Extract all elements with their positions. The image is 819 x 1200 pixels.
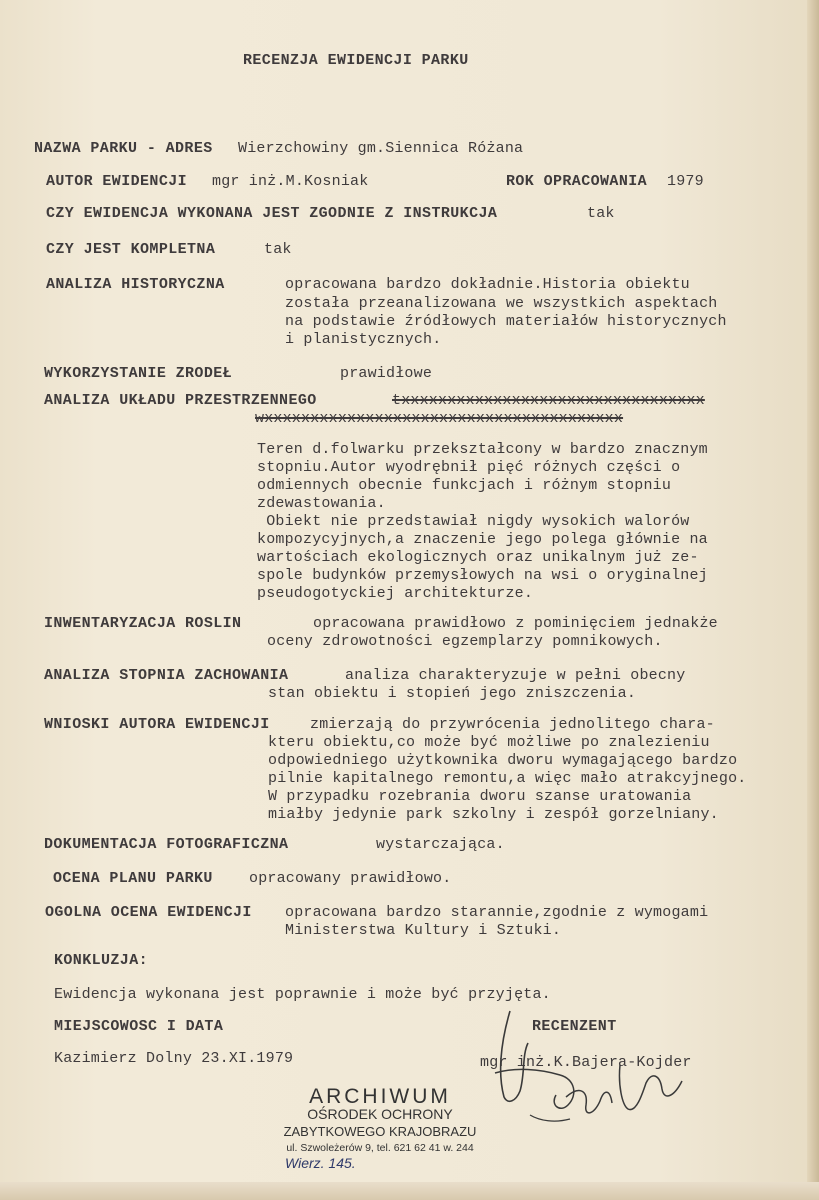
sources-value: prawidłowe [340,365,433,382]
instruction-value: tak [587,205,615,222]
reviewer-name: mgr inż.K.Bajera-Kojder [480,1054,692,1071]
place-date-label: MIEJSCOWOSC I DATA [54,1018,224,1035]
spatial-line: odmiennych obecnie funkcjach i różnym stopniu [257,477,672,494]
handwritten-note: Wierz. 145. [285,1155,356,1171]
photo-value: wystarczająca. [376,836,505,853]
plan-label: OCENA PLANU PARKU [53,870,213,887]
instruction-label: CZY EWIDENCJA WYKONANA JEST ZGODNIE Z INSTRUKCJA [46,205,498,222]
spatial-line: kompozycyjnych,a znaczenie jego polega głównie na [257,531,708,548]
author-label: AUTOR EWIDENCJI [46,173,188,190]
history-line: opracowana bardzo dokładnie.Historia obiektu [285,276,690,293]
spatial-line: Teren d.folwarku przekształcony w bardzo znacznym [257,441,708,458]
overall-line: Ministerstwa Kultury i Sztuki. [285,922,562,939]
conclusions-line: zmierzają do przywrócenia jednolitego chara- [310,716,715,733]
place-date-value: Kazimierz Dolny 23.XI.1979 [54,1050,294,1067]
sources-label: WYKORZYSTANIE ZRODEŁ [44,365,233,382]
plants-line: opracowana prawidłowo z pominięciem jednakże [313,615,718,632]
conclusions-line: odpowiedniego użytkownika dworu wymagającego bardzo [268,752,738,769]
plants-line: oceny zdrowotności egzemplarzy pomnikowych. [267,633,663,650]
preservation-line: stan obiektu i stopień jego zniszczenia. [268,685,637,702]
park-label: NAZWA PARKU - ADRES [34,140,213,157]
spatial-label: ANALIZA UKŁADU PRZESTRZENNEGO [44,392,317,409]
conclusion-heading: KONKLUZJA: [54,952,149,969]
document-title: RECENZJA EWIDENCJI PARKU [243,52,469,69]
stamp-title: ARCHIWUM [309,1085,451,1108]
overall-line: opracowana bardzo starannie,zgodnie z wymogami [285,904,709,921]
preservation-line: analiza charakteryzuje w pełni obecny [345,667,686,684]
spatial-line: stopniu.Autor wyodrębnił pięć różnych części o [257,459,681,476]
spatial-line: Obiekt nie przedstawiał nigdy wysokich walorów [257,513,690,530]
spatial-line: spole budynków przemysłowych na wsi o oryginalnej [257,567,708,584]
conclusions-line: pilnie kapitalnego remontu,a więc mało atrakcyjnego. [268,770,747,787]
page-edge [807,0,819,1200]
conclusions-label: WNIOSKI AUTORA EWIDENCJI [44,716,270,733]
history-line: została przeanalizowana we wszystkich aspektach [285,295,718,312]
struck-text: wxxxxxxxxxxxxxxxxxxxxxxxxxxxxxxxxxxxxxxx [255,410,624,427]
conclusions-line: miałby jedynie park szkolny i zespół gorzelniany. [268,806,719,823]
spatial-line: pseudogotyckiej architekturze. [257,585,534,602]
history-line: na podstawie źródłowych materiałów historycznych [285,313,727,330]
preservation-label: ANALIZA STOPNIA ZACHOWANIA [44,667,289,684]
history-line: i planistycznych. [285,331,442,348]
reviewer-label: RECENZENT [532,1018,617,1035]
year-value: 1979 [667,173,704,190]
struck-text: txxxxxxxxxxxxxxxxxxxxxxxxxxxxxxxxx [392,392,705,409]
spatial-line: wartościach ekologicznych oraz unikalnym już ze- [257,549,699,566]
conclusions-line: W przypadku rozebrania dworu szanse uratowania [268,788,692,805]
photo-label: DOKUMENTACJA FOTOGRAFICZNA [44,836,289,853]
stamp-line: OŚRODEK OCHRONY [307,1106,453,1122]
reviewer-signature [470,1005,700,1130]
page-bottom-edge [0,1182,819,1200]
plan-value: opracowany prawidłowo. [249,870,452,887]
spatial-line: zdewastowania. [257,495,386,512]
overall-label: OGOLNA OCENA EWIDENCJI [45,904,252,921]
stamp-address: ul. Szwoleżerów 9, tel. 621 62 41 w. 244 [286,1142,474,1154]
conclusion-text: Ewidencja wykonana jest poprawnie i może być przyjęta. [54,986,551,1003]
conclusions-line: kteru obiektu,co może być możliwe po znalezieniu [268,734,710,751]
author-value: mgr inż.M.Kosniak [212,173,369,190]
complete-value: tak [264,241,292,258]
stamp-line: ZABYTKOWEGO KRAJOBRAZU [283,1124,477,1139]
complete-label: CZY JEST KOMPLETNA [46,241,216,258]
year-label: ROK OPRACOWANIA [506,173,648,190]
plants-label: INWENTARYZACJA ROSLIN [44,615,242,632]
park-value: Wierzchowiny gm.Siennica Różana [238,140,524,157]
history-label: ANALIZA HISTORYCZNA [46,276,225,293]
